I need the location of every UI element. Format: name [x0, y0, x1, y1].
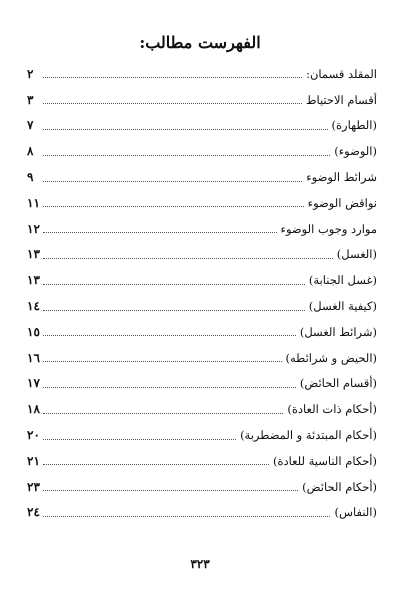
toc-entry: [27, 61, 377, 87]
toc-leader-dots: [43, 181, 302, 182]
toc-entry-page: ٢١: [27, 453, 40, 468]
toc-entry: [27, 113, 377, 139]
toc-entry-page: ١٤: [27, 299, 40, 314]
toc-entry-page: ١٧: [27, 376, 40, 391]
toc-entry-page: ٢٣: [27, 479, 40, 494]
toc-entry-label: (أحكام المبتدئة و المضطربة): [240, 428, 377, 443]
toc-entry-page: ١٣: [27, 247, 40, 262]
toc-leader-dots: [43, 516, 330, 517]
toc-entry: [27, 500, 377, 526]
toc-entry-label: (أحكام الحائض): [302, 479, 377, 494]
toc-entry-label: (كيفية الغسل): [308, 299, 377, 314]
toc-leader-dots: [43, 335, 296, 336]
toc-entry-label: (أحكام الناسية للعادة): [272, 453, 377, 468]
toc-entry-page: ٢٤: [27, 505, 40, 520]
toc-leader-dots: [43, 413, 283, 414]
toc-entry-page: ١٣: [27, 273, 40, 288]
page-number: ٣٢٣: [190, 557, 210, 571]
toc-entry-label: شرائط الوضوء: [306, 170, 377, 185]
toc-entry-page: ١٦: [27, 350, 40, 365]
toc-entry-page: ٢٠: [27, 428, 40, 443]
toc-entry-page: ٣: [27, 92, 34, 107]
toc-entry-page: ١٥: [27, 324, 40, 339]
toc-leader-dots: [43, 206, 304, 207]
toc-entry-label: (أحكام ذات العادة): [287, 402, 377, 417]
toc-entry-page: ١١: [27, 195, 40, 210]
toc-entry-page: ٧: [27, 118, 34, 133]
toc-leader-dots: [43, 232, 277, 233]
toc-entry: [27, 164, 377, 190]
toc-entry: [27, 267, 377, 293]
toc-leader-dots: [43, 77, 302, 78]
toc-entry: [27, 474, 377, 500]
toc-leader-dots: [43, 439, 236, 440]
toc-entry: [27, 293, 377, 319]
toc-entry: [27, 242, 377, 268]
page-title: الفهرست مطالب:: [139, 33, 261, 52]
toc-leader-dots: [43, 103, 302, 104]
toc-entry-label: نواقض الوضوء: [307, 195, 377, 210]
toc-entry: [27, 345, 377, 371]
toc-entry-label: (شرائط الغسل): [299, 324, 377, 339]
toc-leader-dots: [43, 361, 282, 362]
toc-entry-label: المقلد قسمان:: [306, 66, 377, 81]
toc-leader-dots: [43, 258, 333, 259]
toc-leader-dots: [43, 284, 305, 285]
toc-entry: [27, 138, 377, 164]
toc-entry: [27, 371, 377, 397]
toc-leader-dots: [43, 129, 328, 130]
toc-entry: [27, 422, 377, 448]
toc-leader-dots: [43, 490, 298, 491]
toc-entry-label: موارد وجوب الوضوء: [280, 221, 377, 236]
toc-leader-dots: [43, 310, 305, 311]
toc-entry-page: ١٨: [27, 402, 40, 417]
toc-entry: [27, 87, 377, 113]
toc-entry-page: ١٢: [27, 221, 40, 236]
toc-entry-label: (غسل الجنابة): [308, 273, 377, 288]
toc-entry: [27, 396, 377, 422]
toc-entry-label: أقسام الاحتياط: [305, 92, 377, 107]
toc-entry-label: (الحيض و شرائطه): [285, 350, 377, 365]
toc-entry-label: (أقسام الحائض): [299, 376, 377, 391]
toc-entry: [27, 448, 377, 474]
toc-leader-dots: [43, 155, 330, 156]
toc-entry-page: ٢: [27, 66, 34, 81]
toc-entry-label: (النفاس): [334, 505, 377, 520]
toc-entry-label: (الغسل): [336, 247, 377, 262]
toc-entry-label: (الوضوء): [334, 144, 377, 159]
toc-entry-label: (الطهارة): [331, 118, 377, 133]
toc-entry: [27, 216, 377, 242]
toc-entry: [27, 319, 377, 345]
toc-entry-page: ٨: [27, 144, 34, 159]
table-of-contents: [27, 61, 377, 525]
toc-leader-dots: [43, 387, 296, 388]
toc-entry-page: ٩: [27, 170, 34, 185]
toc-entry: [27, 190, 377, 216]
toc-leader-dots: [43, 464, 269, 465]
